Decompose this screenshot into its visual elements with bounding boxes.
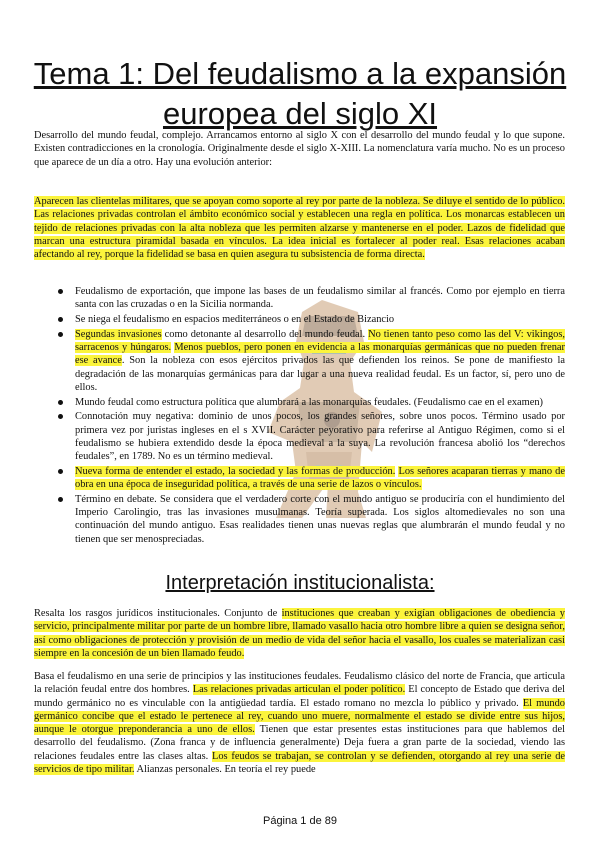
highlighted-text: Los feudos se trabajan, se controlan y se defienden, otorgando al rey una serie de servicios de tipo militar.	[34, 750, 565, 776]
intro-paragraph: Desarrollo del mundo feudal, complejo. Arrancamos entorno al siglo X con el desarrollo del mundo feudal y lo que supone. Existen contradicciones en la cronología. Originalmente desde el siglo X-XIII. La nomenclatura varía mucho. No es un proceso que aparece de un día a otro. Hay una evolución anterior:	[34, 130, 565, 168]
body-text: Basa el feudalismo en una serie de principios y las instituciones feudales. Feudalismo clásico del norte de Francia, que articula la relación feudal entre dos hombres.	[34, 671, 565, 696]
list-item: Se niega el feudalismo en espacios mediterráneos o en el Estado de Bizancio	[58, 313, 565, 326]
body-text: como detonante al desarrollo del mundo feudal.	[161, 328, 369, 340]
document-title: Tema 1: Del feudalismo a la expansión europea del siglo XI	[33, 56, 567, 131]
list-item: Mundo feudal como estructura política que alumbrará a las monarquías feudales. (Feudalismo cae en el examen)	[58, 396, 565, 409]
highlighted-text: Aparecen las clientelas militares, que se apoyan como soporte al rey por parte de la nobleza. Se diluye el sentido de lo público. Las relaciones privadas controlan el ámbito económico social y establecen una regla en política. Los monarcas establecen un tejido de relaciones privadas con la alta nobleza que les permiten alzarse y mantenerse en el poder. Lazos de fidelidad que marcan una estructura piramidal basada en vínculos. La idea inicial es fortalecer al poder real. Esas relaciones acaban afectando al rey, porque la fidelidad se basa en quien asegura tu subsistencia de forma directa.	[34, 196, 565, 261]
body-text: Tienen que estar presentes estas instituciones para que hablemos del desarrollo del feudalismo. (Zona franca y de influencia generalmente) Deja fuera a gran parte de la sociedad, viendo las relaciones feudales entre las clases altas.	[34, 724, 566, 762]
list-item: Término en debate. Se considera que el verdadero corte con el mundo antiguo se produciría con el hundimiento del Imperio Carolingio, tras las invasiones musulmanas. Teoría superada. Los siglos altomedievales no son una continuación del mundo antiguo. Esas realidades tienen unas nuevas reglas que alumbrarán el mundo feudal y no tienen que ser menospreciadas.	[58, 493, 565, 546]
list-item	[58, 328, 565, 394]
body-text: Alianzas personales. En teoría el rey puede	[134, 764, 316, 776]
highlighted-text: Menos pueblos, pero ponen en evidencia a las monarquías germánicas que no pueden frenar ese avance	[75, 341, 565, 367]
highlighted-text: Los señores acaparan tierras y mano de obra en una época de inseguridad política, a través de una serie de lazos o vínculos.	[75, 465, 565, 491]
page-number: Página 1 de 89	[262, 815, 337, 827]
highlighted-text: instituciones que creaban y exigían obligaciones de obediencia y servicio, principalmente militar por parte de un hombre libre, llamado vasallo hacia otro hombre libre a quien se designa señor, así como obligaciones de protección y provisión de un medio de vida del señor hacia el vasallo, los cuales se materializan casi siempre en la concesión de un bien llamado feudo.	[34, 608, 565, 659]
bullet-list	[58, 285, 565, 547]
highlighted-text: No tienen tanto peso como las del V: vikingos, sarracenos y húngaros.	[75, 328, 565, 353]
highlighted-text: Las relaciones privadas articulan el poder político.	[192, 684, 406, 696]
body-text: Resalta los rasgos jurídicos institucionales. Conjunto de	[34, 608, 282, 619]
highlighted-text: El mundo germánico concibe que el estado le pertenece al rey, cuando uno muere, normalmente el estado se divide entre sus hijos, aunque le otorgue preponderancia a uno de ellos.	[34, 697, 565, 736]
body-text: . Son la nobleza con esos ejércitos privados las que defienden los reinos. Se pone de manifiesto la degradación de las monarquías germánicas para dar lugar a una nueva realidad feudal. Es un factor, sí, pero uno de ellos.	[75, 355, 565, 393]
highlighted-text: Nueva forma de entender el estado, la sociedad y las formas de producción.	[75, 465, 396, 477]
list-item: Feudalismo de exportación, que impone las bases de un feudalismo similar al francés. Como por ejemplo en tierra santa con las cruzadas o en la Sicilia normanda.	[58, 285, 565, 312]
institutional-paragraph	[34, 607, 565, 660]
highlighted-text: Segundas invasiones	[75, 328, 162, 340]
section-heading: Interpretación institucionalista:	[165, 572, 435, 594]
body-text: El concepto de Estado que deriva del mundo germánico no es vinculable con la antigüedad tardía. El estado romano no mezcla lo público y privado.	[34, 684, 565, 709]
list-item: Connotación muy negativa: dominio de unos pocos, los grandes señores, sobre unos pocos. Término usado por primera vez por juristas ingleses en el s XVII. Carácter peyorativo para referirse al Antiguo Régimen, como si el feudalismo se hubiera extendido desde la época medieval a la suya. La revolución francesa abolió los “derechos feudales”, en 1789. No es un término medieval.	[58, 410, 565, 463]
feudal-principles-paragraph	[34, 670, 565, 776]
military-clienteles-paragraph	[34, 195, 565, 261]
list-item	[58, 465, 565, 492]
